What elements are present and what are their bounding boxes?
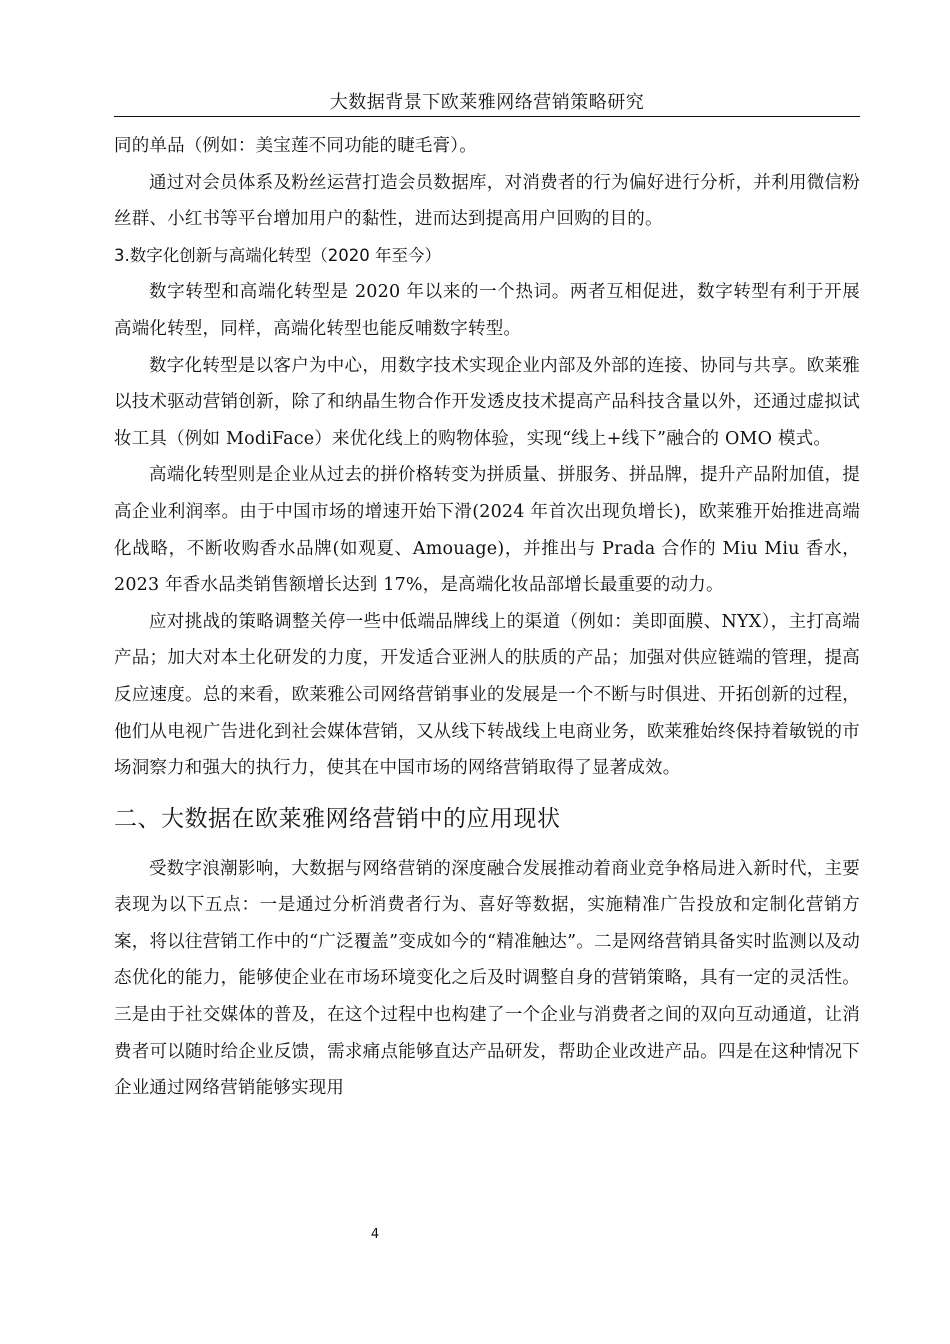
paragraph-transformation-intro: 数字转型和高端化转型是 2020 年以来的一个热词。两者互相促进，数字转型有利于开展高端化转型，同样，高端化转型也能反哺数字转型。 xyxy=(114,282,860,339)
paragraph-continued: 同的单品（例如：美宝莲不同功能的睫毛膏）。 xyxy=(114,136,477,156)
running-header-title: 大数据背景下欧莱雅网络营销策略研究 xyxy=(329,92,645,113)
paragraph-strategy-adjustment: 应对挑战的策略调整关停一些中低端品牌线上的渠道（例如：美即面膜、NYX），主打高端产品；加大对本土化研发的力度，开发适合亚洲人的肤质的产品；加强对供应链端的管理，提高反应速度。总的来看，欧莱雅公司网络营销事业的发展是一个不断与时俱进、开拓创新的过程，他们从电视广告进化到社会媒体营销，又从线下转战线上电商业务，欧莱雅始终保持着敏锐的市场洞察力和强大的执行力，使其在中国市场的网络营销取得了显著成效。 xyxy=(114,611,860,779)
body-text xyxy=(114,128,860,1107)
section-heading: 二、大数据在欧莱雅网络营销中的应用现状 xyxy=(114,805,561,832)
paragraph-big-data-status: 受数字浪潮影响，大数据与网络营销的深度融合发展推动着商业竞争格局进入新时代，主要表现为以下五点：一是通过分析消费者行为、喜好等数据，实施精准广告投放和定制化营销方案，将以往营销工作中的“广泛覆盖”变成如今的“精准触达”。二是网络营销具备实时监测以及动态优化的能力，能够使企业在市场环境变化之后及时调整自身的营销策略，具有一定的灵活性。三是由于社交媒体的普及，在这个过程中也构建了一个企业与消费者之间的双向互动通道，让消费者可以随时给企业反馈，需求痛点能够直达产品研发，帮助企业改进产品。四是在这种情况下企业通过网络营销能够实现用 xyxy=(114,858,860,1099)
page-number: 4 xyxy=(370,1227,380,1242)
header-divider xyxy=(114,116,860,117)
subheading-digital-transformation: 3.数字化创新与高端化转型（2020 年至今） xyxy=(114,245,441,265)
paragraph-membership: 通过对会员体系及粉丝运营打造会员数据库，对消费者的行为偏好进行分析，并利用微信粉丝群、小红书等平台增加用户的黏性，进而达到提高用户回购的目的。 xyxy=(114,172,860,230)
paragraph-digital-transformation: 数字化转型是以客户为中心，用数字技术实现企业内部及外部的连接、协同与共享。欧莱雅以技术驱动营销创新，除了和纳晶生物合作开发透皮技术提高产品科技含量以外，还通过虚拟试妆工具（例如 ModiFace）来优化线上的购物体验，实现“线上+线下”融合的 OMO 模式。 xyxy=(114,355,860,449)
paragraph-premium-transformation: 高端化转型则是企业从过去的拼价格转变为拼质量、拼服务、拼品牌，提升产品附加值，提高企业利润率。由于中国市场的增速开始下滑(2024 年首次出现负增长)，欧莱雅开始推进高端化战略，不断收购香水品牌(如观夏、Amouage)，并推出与 Prada 合作的 Miu Miu 香水，2023 年香水品类销售额增长达到 17%，是高端化妆品部增长最重要的动力。 xyxy=(114,465,860,596)
